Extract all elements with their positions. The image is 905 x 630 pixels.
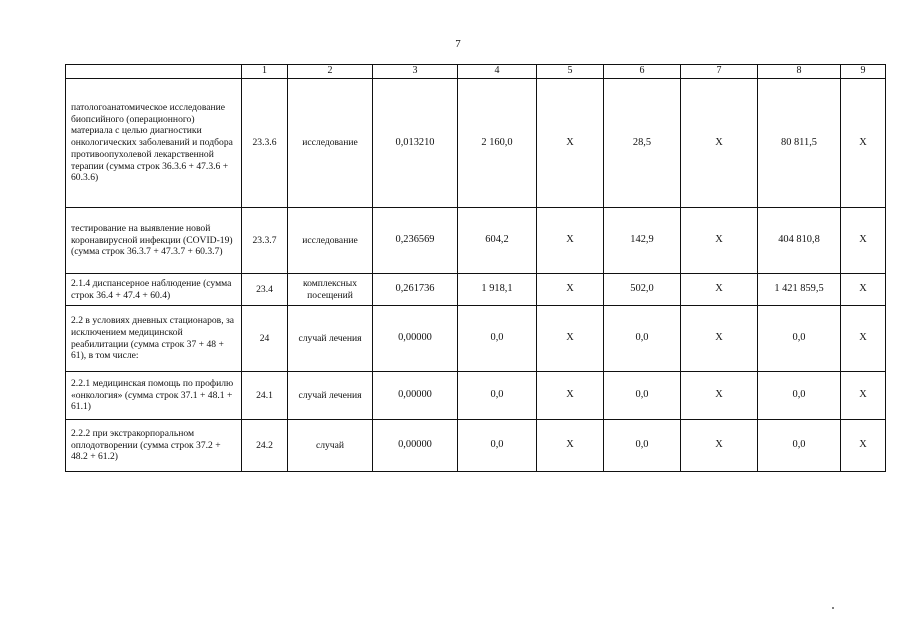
header-cell-1: 1 xyxy=(242,65,288,79)
value-cell-4: 604,2 xyxy=(458,208,537,274)
header-cell-4: 4 xyxy=(458,65,537,79)
header-cell-8: 8 xyxy=(758,65,841,79)
value-cell-4: 0,0 xyxy=(458,420,537,472)
row-name-cell: 2.2.1 медицинская помощь по профилю «онкология» (сумма строк 37.1 + 48.1 + 61.1) xyxy=(66,372,242,420)
row-number-cell: 23.4 xyxy=(242,274,288,306)
value-cell-7: Х xyxy=(681,420,758,472)
value-cell-7: Х xyxy=(681,372,758,420)
header-cell-0 xyxy=(66,65,242,79)
header-cell-5: 5 xyxy=(537,65,604,79)
value-cell-4: 1 918,1 xyxy=(458,274,537,306)
value-cell-7: Х xyxy=(681,79,758,208)
value-cell-7: Х xyxy=(681,306,758,372)
value-cell-9: Х xyxy=(841,208,886,274)
row-name-cell: 2.2 в условиях дневных стационаров, за исключением медицинской реабилитации (сумма строк 37 + 48 + 61), в том числе: xyxy=(66,306,242,372)
page-number: 7 xyxy=(455,38,461,50)
row-number-cell: 23.3.7 xyxy=(242,208,288,274)
data-table xyxy=(65,64,886,472)
header-cell-7: 7 xyxy=(681,65,758,79)
unit-cell: случай xyxy=(288,420,373,472)
header-row xyxy=(66,65,886,79)
row-number-cell: 23.3.6 xyxy=(242,79,288,208)
value-cell-6: 0,0 xyxy=(604,420,681,472)
value-cell-8: 0,0 xyxy=(758,306,841,372)
value-cell-8: 0,0 xyxy=(758,372,841,420)
value-cell-3: 0,00000 xyxy=(373,420,458,472)
value-cell-9: Х xyxy=(841,420,886,472)
table-row xyxy=(66,208,886,274)
unit-cell: случай лечения xyxy=(288,306,373,372)
value-cell-9: Х xyxy=(841,79,886,208)
value-cell-4: 0,0 xyxy=(458,372,537,420)
value-cell-7: Х xyxy=(681,208,758,274)
table-row xyxy=(66,306,886,372)
value-cell-5: Х xyxy=(537,420,604,472)
value-cell-9: Х xyxy=(841,274,886,306)
value-cell-6: 502,0 xyxy=(604,274,681,306)
table-row xyxy=(66,274,886,306)
value-cell-8: 404 810,8 xyxy=(758,208,841,274)
unit-cell: исследование xyxy=(288,208,373,274)
header-cell-6: 6 xyxy=(604,65,681,79)
row-name-cell: патологоанатомическое исследование биопсийного (операционного) материала с целью диагностики онкологических заболеваний и подбора противоопухолевой лекарственной терапии (сумма строк 36.3.6 + 47.3.6 + 60.3.6) xyxy=(66,79,242,208)
value-cell-6: 142,9 xyxy=(604,208,681,274)
unit-cell: исследование xyxy=(288,79,373,208)
value-cell-3: 0,00000 xyxy=(373,306,458,372)
table-row xyxy=(66,420,886,472)
table-row xyxy=(66,79,886,208)
value-cell-5: Х xyxy=(537,208,604,274)
value-cell-8: 0,0 xyxy=(758,420,841,472)
value-cell-5: Х xyxy=(537,372,604,420)
row-number-cell: 24.2 xyxy=(242,420,288,472)
row-number-cell: 24 xyxy=(242,306,288,372)
unit-cell: случай лечения xyxy=(288,372,373,420)
row-name-cell: тестирование на выявление новой коронавирусной инфекции (COVID-19) (сумма строк 36.3.7 + 47.3.7 + 60.3.7) xyxy=(66,208,242,274)
unit-cell: комплексных посещений xyxy=(288,274,373,306)
row-name-cell: 2.2.2 при экстракорпоральном оплодотворении (сумма строк 37.2 + 48.2 + 61.2) xyxy=(66,420,242,472)
value-cell-6: 0,0 xyxy=(604,372,681,420)
row-number-cell: 24.1 xyxy=(242,372,288,420)
value-cell-7: Х xyxy=(681,274,758,306)
value-cell-5: Х xyxy=(537,274,604,306)
value-cell-4: 2 160,0 xyxy=(458,79,537,208)
header-cell-2: 2 xyxy=(288,65,373,79)
value-cell-3: 0,261736 xyxy=(373,274,458,306)
value-cell-8: 1 421 859,5 xyxy=(758,274,841,306)
value-cell-9: Х xyxy=(841,306,886,372)
table-row xyxy=(66,372,886,420)
value-cell-6: 28,5 xyxy=(604,79,681,208)
scan-speck xyxy=(832,607,834,609)
value-cell-9: Х xyxy=(841,372,886,420)
value-cell-3: 0,013210 xyxy=(373,79,458,208)
value-cell-6: 0,0 xyxy=(604,306,681,372)
value-cell-4: 0,0 xyxy=(458,306,537,372)
header-cell-3: 3 xyxy=(373,65,458,79)
value-cell-3: 0,236569 xyxy=(373,208,458,274)
value-cell-5: Х xyxy=(537,79,604,208)
header-cell-9: 9 xyxy=(841,65,886,79)
row-name-cell: 2.1.4 диспансерное наблюдение (сумма строк 36.4 + 47.4 + 60.4) xyxy=(66,274,242,306)
value-cell-8: 80 811,5 xyxy=(758,79,841,208)
value-cell-5: Х xyxy=(537,306,604,372)
value-cell-3: 0,00000 xyxy=(373,372,458,420)
